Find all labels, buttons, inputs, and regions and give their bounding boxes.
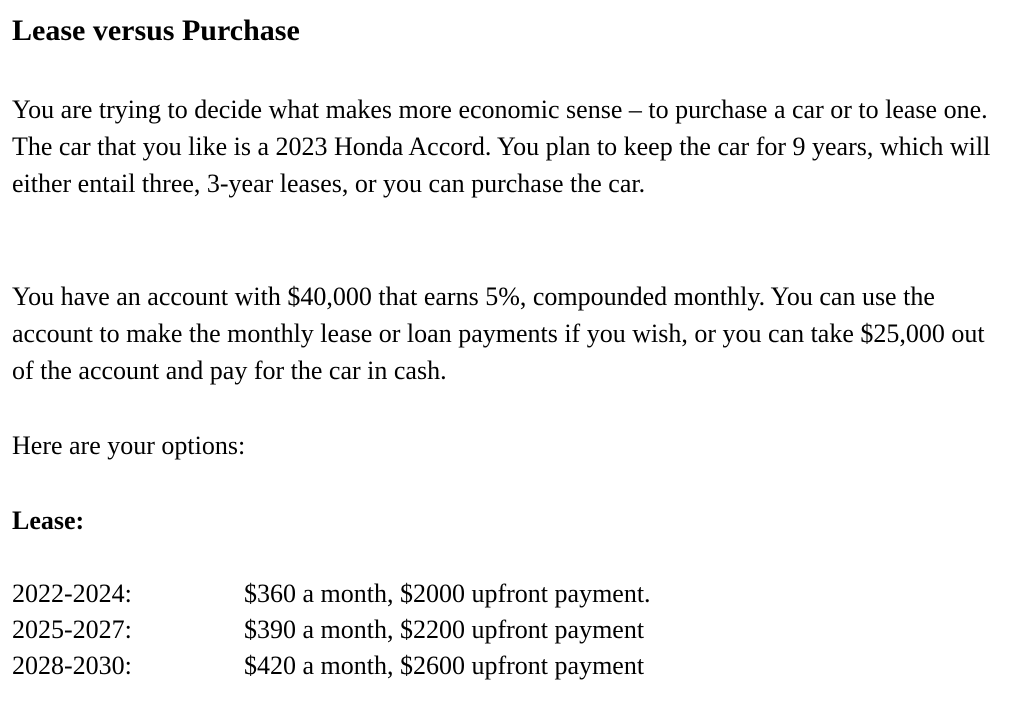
lease-period: 2025-2027: <box>12 615 132 644</box>
lease-row <box>12 612 1012 648</box>
lease-options-table <box>12 576 1012 684</box>
lease-row <box>12 576 1012 612</box>
document-title: Lease versus Purchase <box>12 14 300 47</box>
lease-terms: $360 a month, $2000 upfront payment. <box>244 579 651 608</box>
lease-period: 2028-2030: <box>12 651 132 680</box>
options-paragraph: Here are your options: <box>12 431 246 460</box>
lease-terms: $420 a month, $2600 upfront payment <box>244 651 645 680</box>
intro-paragraph: You are trying to decide what makes more economic sense – to purchase a car or to lease one. The car that you like is a 2023 Honda Accord. You plan to keep the car for 9 years, which will either entail three, 3-year leases, or you can purchase the car. <box>12 95 991 198</box>
account-paragraph: You have an account with $40,000 that earns 5%, compounded monthly. You can use the account to make the monthly lease or loan payments if you wish, or you can take $25,000 out of the account and pay for the car in cash. <box>12 282 985 385</box>
lease-period: 2022-2024: <box>12 579 132 608</box>
lease-row <box>12 648 1012 684</box>
lease-terms: $390 a month, $2200 upfront payment <box>244 615 645 644</box>
lease-heading: Lease: <box>12 506 85 535</box>
